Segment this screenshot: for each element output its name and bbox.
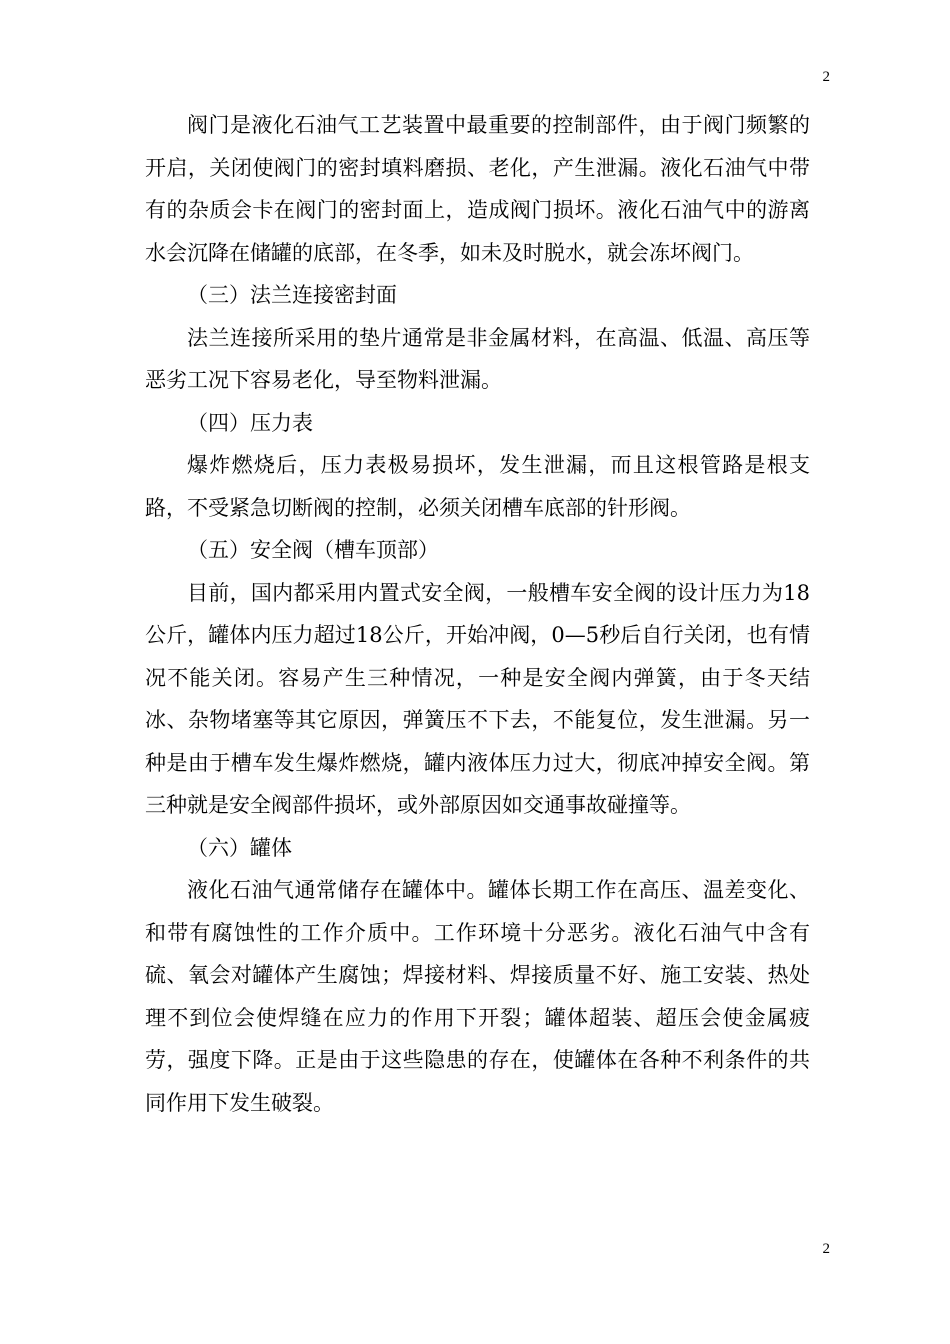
paragraph-valve: 阀门是液化石油气工艺装置中最重要的控制部件，由于阀门频繁的开启，关闭使阀门的密封填料磨损、老化，产生泄漏。液化石油气中带有的杂质会卡在阀门的密封面上，造成阀门损坏。液化石油气中的游离水会沉降在储罐的底部，在冬季，如未及时脱水，就会冻坏阀门。 xyxy=(145,113,810,265)
paragraph-tank-body: 液化石油气通常储存在罐体中。罐体长期工作在高压、温差变化、和带有腐蚀性的工作介质中。工作环境十分恶劣。液化石油气中含有硫、氧会对罐体产生腐蚀；焊接材料、焊接质量不好、施工安装、热处理不到位会使焊缝在应力的作用下开裂；罐体超装、超压会使金属疲劳，强度下降。正是由于这些隐患的存在，使罐体在各种不利条件的共同作用下发生破裂。 xyxy=(145,878,810,1115)
paragraph-pressure-gauge: 爆炸燃烧后，压力表极易损坏，发生泄漏，而且这根管路是根支路，不受紧急切断阀的控制，必须关闭槽车底部的针形阀。 xyxy=(145,453,810,520)
paragraph-safety-valve: 目前，国内都采用内置式安全阀，一般槽车安全阀的设计压力为18公斤，罐体内压力超过18公斤，开始冲阀，0—5秒后自行关闭，也有情况不能关闭。容易产生三种情况，一种是安全阀内弹簧，由于冬天结冰、杂物堵塞等其它原因，弹簧压不下去，不能复位，发生泄漏。另一种是由于槽车发生爆炸燃烧，罐内液体压力过大，彻底冲掉安全阀。第三种就是安全阀部件损坏，或外部原因如交通事故碰撞等。 xyxy=(145,580,810,817)
footer-page-number: 2 xyxy=(822,1241,830,1257)
heading-flange-seal: （三）法兰连接密封面 xyxy=(187,283,397,307)
paragraph-flange-seal: 法兰连接所采用的垫片通常是非金属材料，在高温、低温、高压等恶劣工况下容易老化，导至物料泄漏。 xyxy=(145,325,810,392)
heading-safety-valve: （五）安全阀（槽车顶部） xyxy=(187,538,439,562)
document-body xyxy=(145,104,810,1124)
heading-pressure-gauge: （四）压力表 xyxy=(187,410,313,435)
heading-tank-body: （六）罐体 xyxy=(187,835,292,860)
header-page-number: 2 xyxy=(822,69,830,85)
